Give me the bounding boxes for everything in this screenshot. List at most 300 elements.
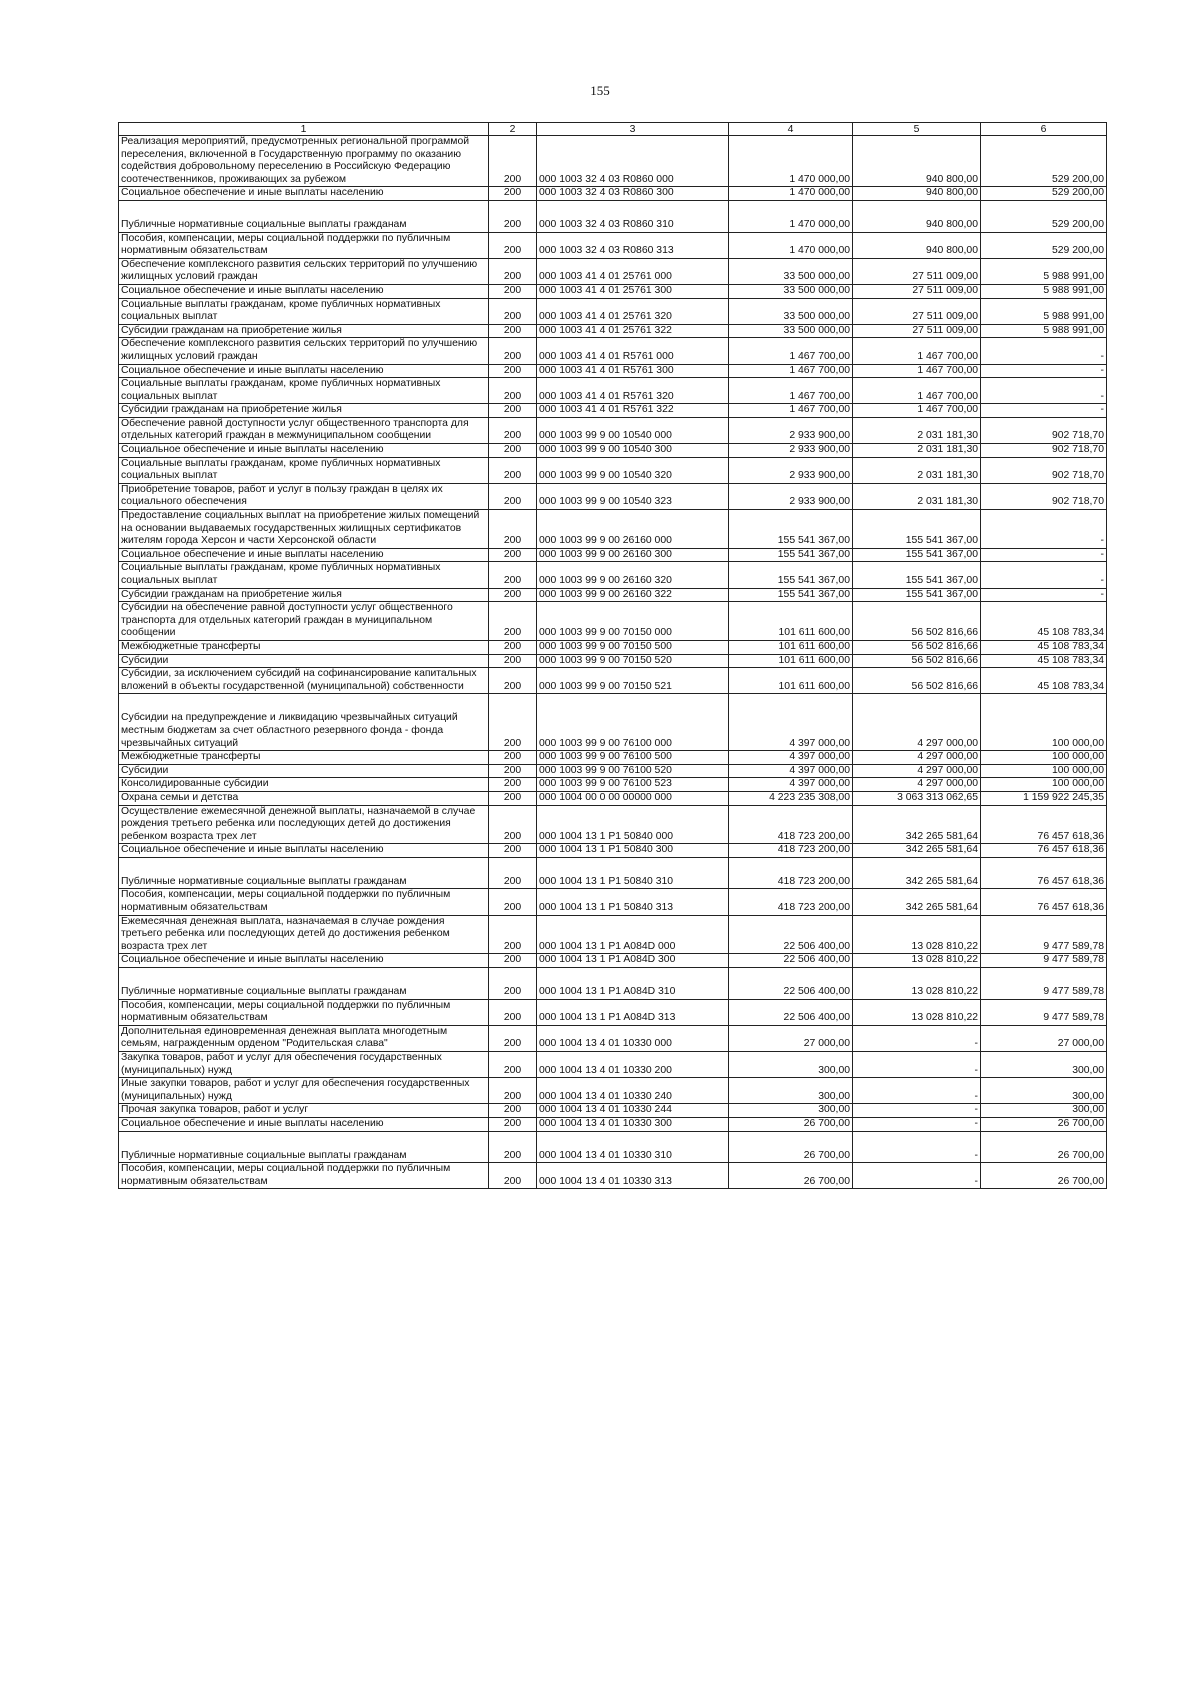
table-row <box>119 889 1107 915</box>
executed-amount-cell: 2 031 181,30 <box>853 483 981 509</box>
budget-code-cell: 000 1004 13 4 01 10330 310 <box>537 1131 729 1163</box>
admin-code-cell: 200 <box>489 232 537 258</box>
unexecuted-amount-cell: 27 000,00 <box>981 1025 1107 1051</box>
table-row <box>119 1052 1107 1078</box>
executed-amount-cell: 56 502 816,66 <box>853 668 981 694</box>
row-name-cell: Социальное обеспечение и иные выплаты населению <box>119 284 489 298</box>
table-row <box>119 457 1107 483</box>
executed-amount-cell: 27 511 009,00 <box>853 284 981 298</box>
unexecuted-amount-cell: 45 108 783,34 <box>981 654 1107 668</box>
admin-code-cell: 200 <box>489 136 537 187</box>
approved-amount-cell: 300,00 <box>729 1078 853 1104</box>
unexecuted-amount-cell: 5 988 991,00 <box>981 284 1107 298</box>
budget-code-cell: 000 1003 99 9 00 70150 500 <box>537 640 729 654</box>
approved-amount-cell: 33 500 000,00 <box>729 298 853 324</box>
approved-amount-cell: 4 397 000,00 <box>729 764 853 778</box>
budget-code-cell: 000 1003 41 4 01 R5761 300 <box>537 364 729 378</box>
row-name-cell: Обеспечение комплексного развития сельских территорий по улучшению жилищных условий граждан <box>119 258 489 284</box>
row-name-cell: Обеспечение равной доступности услуг общественного транспорта для отдельных категорий граждан в межмуниципальном сообщении <box>119 417 489 443</box>
approved-amount-cell: 22 506 400,00 <box>729 915 853 954</box>
admin-code-cell: 200 <box>489 444 537 458</box>
row-name-cell: Социальные выплаты гражданам, кроме публичных нормативных социальных выплат <box>119 298 489 324</box>
unexecuted-amount-cell: 26 700,00 <box>981 1131 1107 1163</box>
budget-code-cell: 000 1003 99 9 00 10540 323 <box>537 483 729 509</box>
approved-amount-cell: 418 723 200,00 <box>729 857 853 889</box>
admin-code-cell: 200 <box>489 588 537 602</box>
row-name-cell: Обеспечение комплексного развития сельских территорий по улучшению жилищных условий граждан <box>119 338 489 364</box>
unexecuted-amount-cell: 76 457 618,36 <box>981 805 1107 844</box>
table-row <box>119 654 1107 668</box>
row-name-cell: Социальные выплаты гражданам, кроме публичных нормативных социальных выплат <box>119 457 489 483</box>
row-name-cell: Социальное обеспечение и иные выплаты населению <box>119 187 489 201</box>
executed-amount-cell: 155 541 367,00 <box>853 510 981 549</box>
approved-amount-cell: 101 611 600,00 <box>729 654 853 668</box>
header-cell: 2 <box>489 123 537 136</box>
executed-amount-cell: 27 511 009,00 <box>853 324 981 338</box>
admin-code-cell: 200 <box>489 857 537 889</box>
unexecuted-amount-cell: 9 477 589,78 <box>981 915 1107 954</box>
unexecuted-amount-cell: 9 477 589,78 <box>981 968 1107 1000</box>
executed-amount-cell: 1 467 700,00 <box>853 338 981 364</box>
executed-amount-cell: 1 467 700,00 <box>853 378 981 404</box>
budget-code-cell: 000 1003 41 4 01 R5761 322 <box>537 404 729 418</box>
unexecuted-amount-cell: 9 477 589,78 <box>981 954 1107 968</box>
unexecuted-amount-cell: 902 718,70 <box>981 483 1107 509</box>
table-row <box>119 404 1107 418</box>
approved-amount-cell: 2 933 900,00 <box>729 444 853 458</box>
admin-code-cell: 200 <box>489 298 537 324</box>
page-number: 155 <box>590 83 610 98</box>
approved-amount-cell: 26 700,00 <box>729 1163 853 1189</box>
unexecuted-amount-cell: 902 718,70 <box>981 444 1107 458</box>
admin-code-cell: 200 <box>489 1052 537 1078</box>
executed-amount-cell: 27 511 009,00 <box>853 258 981 284</box>
admin-code-cell: 200 <box>489 968 537 1000</box>
admin-code-cell: 200 <box>489 999 537 1025</box>
row-name-cell: Субсидии гражданам на приобретение жилья <box>119 404 489 418</box>
row-name-cell: Субсидии <box>119 764 489 778</box>
executed-amount-cell: - <box>853 1117 981 1131</box>
table-row <box>119 1025 1107 1051</box>
approved-amount-cell: 2 933 900,00 <box>729 483 853 509</box>
table-row <box>119 562 1107 588</box>
executed-amount-cell: 155 541 367,00 <box>853 548 981 562</box>
row-name-cell: Публичные нормативные социальные выплаты гражданам <box>119 857 489 889</box>
budget-code-cell: 000 1003 99 9 00 26160 320 <box>537 562 729 588</box>
approved-amount-cell: 2 933 900,00 <box>729 457 853 483</box>
budget-code-cell: 000 1003 41 4 01 25761 300 <box>537 284 729 298</box>
admin-code-cell: 200 <box>489 510 537 549</box>
executed-amount-cell: 155 541 367,00 <box>853 588 981 602</box>
executed-amount-cell: 2 031 181,30 <box>853 417 981 443</box>
budget-code-cell: 000 1003 99 9 00 10540 000 <box>537 417 729 443</box>
table-row <box>119 968 1107 1000</box>
approved-amount-cell: 1 467 700,00 <box>729 378 853 404</box>
approved-amount-cell: 33 500 000,00 <box>729 284 853 298</box>
executed-amount-cell: 27 511 009,00 <box>853 298 981 324</box>
admin-code-cell: 200 <box>489 640 537 654</box>
table-row <box>119 844 1107 858</box>
table-row <box>119 417 1107 443</box>
executed-amount-cell: - <box>853 1104 981 1118</box>
budget-code-cell: 000 1003 41 4 01 25761 000 <box>537 258 729 284</box>
approved-amount-cell: 26 700,00 <box>729 1131 853 1163</box>
executed-amount-cell: 342 265 581,64 <box>853 844 981 858</box>
admin-code-cell: 200 <box>489 483 537 509</box>
approved-amount-cell: 26 700,00 <box>729 1117 853 1131</box>
admin-code-cell: 200 <box>489 1025 537 1051</box>
approved-amount-cell: 1 467 700,00 <box>729 364 853 378</box>
table-row <box>119 510 1107 549</box>
approved-amount-cell: 101 611 600,00 <box>729 668 853 694</box>
executed-amount-cell: - <box>853 1052 981 1078</box>
table-row <box>119 857 1107 889</box>
approved-amount-cell: 1 470 000,00 <box>729 200 853 232</box>
budget-code-cell: 000 1004 13 1 P1 50840 300 <box>537 844 729 858</box>
executed-amount-cell: 2 031 181,30 <box>853 457 981 483</box>
budget-code-cell: 000 1004 13 4 01 10330 240 <box>537 1078 729 1104</box>
admin-code-cell: 200 <box>489 954 537 968</box>
table-row <box>119 778 1107 792</box>
budget-code-cell: 000 1003 99 9 00 10540 320 <box>537 457 729 483</box>
budget-code-cell: 000 1004 13 4 01 10330 000 <box>537 1025 729 1051</box>
executed-amount-cell: - <box>853 1131 981 1163</box>
unexecuted-amount-cell: 76 457 618,36 <box>981 844 1107 858</box>
budget-code-cell: 000 1003 41 4 01 25761 320 <box>537 298 729 324</box>
table-row <box>119 668 1107 694</box>
executed-amount-cell: 3 063 313 062,65 <box>853 791 981 805</box>
approved-amount-cell: 1 467 700,00 <box>729 338 853 364</box>
unexecuted-amount-cell: 529 200,00 <box>981 136 1107 187</box>
approved-amount-cell: 101 611 600,00 <box>729 602 853 641</box>
table-row <box>119 1104 1107 1118</box>
unexecuted-amount-cell: 300,00 <box>981 1052 1107 1078</box>
unexecuted-amount-cell: 300,00 <box>981 1104 1107 1118</box>
approved-amount-cell: 300,00 <box>729 1104 853 1118</box>
admin-code-cell: 200 <box>489 791 537 805</box>
table-row <box>119 764 1107 778</box>
executed-amount-cell: 2 031 181,30 <box>853 444 981 458</box>
approved-amount-cell: 4 397 000,00 <box>729 778 853 792</box>
unexecuted-amount-cell: 100 000,00 <box>981 778 1107 792</box>
budget-code-cell: 000 1003 32 4 03 R0860 310 <box>537 200 729 232</box>
budget-code-cell: 000 1003 99 9 00 26160 322 <box>537 588 729 602</box>
table-row <box>119 1131 1107 1163</box>
row-name-cell: Субсидии на обеспечение равной доступности услуг общественного транспорта для отдельных категорий граждан в муниципальном сообщении <box>119 602 489 641</box>
budget-code-cell: 000 1004 13 4 01 10330 313 <box>537 1163 729 1189</box>
table-row <box>119 378 1107 404</box>
executed-amount-cell: 13 028 810,22 <box>853 999 981 1025</box>
row-name-cell: Субсидии на предупреждение и ликвидацию чрезвычайных ситуаций местным бюджетам за счет областного резервного фонда - фонда чрезвычайных ситуаций <box>119 694 489 751</box>
row-name-cell: Пособия, компенсации, меры социальной поддержки по публичным нормативным обязательствам <box>119 1163 489 1189</box>
unexecuted-amount-cell: 5 988 991,00 <box>981 324 1107 338</box>
unexecuted-amount-cell: 902 718,70 <box>981 417 1107 443</box>
unexecuted-amount-cell: - <box>981 338 1107 364</box>
admin-code-cell: 200 <box>489 1131 537 1163</box>
approved-amount-cell: 1 470 000,00 <box>729 232 853 258</box>
executed-amount-cell: 940 800,00 <box>853 232 981 258</box>
table-row <box>119 805 1107 844</box>
executed-amount-cell: - <box>853 1163 981 1189</box>
approved-amount-cell: 2 933 900,00 <box>729 417 853 443</box>
row-name-cell: Социальные выплаты гражданам, кроме публичных нормативных социальных выплат <box>119 562 489 588</box>
row-name-cell: Социальное обеспечение и иные выплаты населению <box>119 1117 489 1131</box>
table-row <box>119 694 1107 751</box>
executed-amount-cell: 940 800,00 <box>853 136 981 187</box>
approved-amount-cell: 155 541 367,00 <box>729 510 853 549</box>
admin-code-cell: 200 <box>489 378 537 404</box>
unexecuted-amount-cell: - <box>981 588 1107 602</box>
unexecuted-amount-cell: - <box>981 364 1107 378</box>
approved-amount-cell: 418 723 200,00 <box>729 805 853 844</box>
unexecuted-amount-cell: 26 700,00 <box>981 1163 1107 1189</box>
row-name-cell: Социальное обеспечение и иные выплаты населению <box>119 444 489 458</box>
budget-code-cell: 000 1003 99 9 00 26160 300 <box>537 548 729 562</box>
approved-amount-cell: 155 541 367,00 <box>729 548 853 562</box>
executed-amount-cell: 342 265 581,64 <box>853 889 981 915</box>
budget-code-cell: 000 1004 13 1 P1 A084D 313 <box>537 999 729 1025</box>
table-row <box>119 1117 1107 1131</box>
budget-code-cell: 000 1004 13 4 01 10330 200 <box>537 1052 729 1078</box>
row-name-cell: Пособия, компенсации, меры социальной поддержки по публичным нормативным обязательствам <box>119 889 489 915</box>
executed-amount-cell: - <box>853 1025 981 1051</box>
table-row <box>119 588 1107 602</box>
budget-code-cell: 000 1003 41 4 01 R5761 320 <box>537 378 729 404</box>
approved-amount-cell: 1 467 700,00 <box>729 404 853 418</box>
unexecuted-amount-cell: 45 108 783,34 <box>981 602 1107 641</box>
table-row <box>119 751 1107 765</box>
approved-amount-cell: 418 723 200,00 <box>729 844 853 858</box>
approved-amount-cell: 4 397 000,00 <box>729 751 853 765</box>
row-name-cell: Пособия, компенсации, меры социальной поддержки по публичным нормативным обязательствам <box>119 232 489 258</box>
unexecuted-amount-cell: 76 457 618,36 <box>981 889 1107 915</box>
executed-amount-cell: 4 297 000,00 <box>853 764 981 778</box>
admin-code-cell: 200 <box>489 764 537 778</box>
row-name-cell: Публичные нормативные социальные выплаты гражданам <box>119 968 489 1000</box>
approved-amount-cell: 300,00 <box>729 1052 853 1078</box>
approved-amount-cell: 418 723 200,00 <box>729 889 853 915</box>
table-row <box>119 791 1107 805</box>
budget-code-cell: 000 1003 41 4 01 25761 322 <box>537 324 729 338</box>
admin-code-cell: 200 <box>489 187 537 201</box>
executed-amount-cell: 13 028 810,22 <box>853 968 981 1000</box>
header-cell: 6 <box>981 123 1107 136</box>
row-name-cell: Межбюджетные трансферты <box>119 640 489 654</box>
admin-code-cell: 200 <box>489 324 537 338</box>
unexecuted-amount-cell: 1 159 922 245,35 <box>981 791 1107 805</box>
row-name-cell: Охрана семьи и детства <box>119 791 489 805</box>
approved-amount-cell: 4 223 235 308,00 <box>729 791 853 805</box>
table-row <box>119 258 1107 284</box>
unexecuted-amount-cell: - <box>981 404 1107 418</box>
admin-code-cell: 200 <box>489 364 537 378</box>
row-name-cell: Приобретение товаров, работ и услуг в пользу граждан в целях их социального обеспечения <box>119 483 489 509</box>
admin-code-cell: 200 <box>489 654 537 668</box>
row-name-cell: Пособия, компенсации, меры социальной поддержки по публичным нормативным обязательствам <box>119 999 489 1025</box>
table-row <box>119 999 1107 1025</box>
executed-amount-cell: 940 800,00 <box>853 187 981 201</box>
approved-amount-cell: 4 397 000,00 <box>729 694 853 751</box>
admin-code-cell: 200 <box>489 1163 537 1189</box>
approved-amount-cell: 155 541 367,00 <box>729 562 853 588</box>
executed-amount-cell: 13 028 810,22 <box>853 954 981 968</box>
admin-code-cell: 200 <box>489 751 537 765</box>
budget-code-cell: 000 1003 32 4 03 R0860 313 <box>537 232 729 258</box>
admin-code-cell: 200 <box>489 404 537 418</box>
admin-code-cell: 200 <box>489 1104 537 1118</box>
approved-amount-cell: 1 470 000,00 <box>729 187 853 201</box>
executed-amount-cell: 342 265 581,64 <box>853 805 981 844</box>
admin-code-cell: 200 <box>489 457 537 483</box>
table-row <box>119 200 1107 232</box>
row-name-cell: Социальные выплаты гражданам, кроме публичных нормативных социальных выплат <box>119 378 489 404</box>
budget-code-cell: 000 1004 13 1 P1 A084D 300 <box>537 954 729 968</box>
approved-amount-cell: 22 506 400,00 <box>729 954 853 968</box>
executed-amount-cell: 940 800,00 <box>853 200 981 232</box>
executed-amount-cell: 342 265 581,64 <box>853 857 981 889</box>
table-row <box>119 602 1107 641</box>
unexecuted-amount-cell: 529 200,00 <box>981 232 1107 258</box>
table-row <box>119 338 1107 364</box>
executed-amount-cell: - <box>853 1078 981 1104</box>
unexecuted-amount-cell: - <box>981 510 1107 549</box>
budget-table <box>118 122 1107 1189</box>
admin-code-cell: 200 <box>489 668 537 694</box>
budget-code-cell: 000 1004 13 1 P1 50840 000 <box>537 805 729 844</box>
executed-amount-cell: 4 297 000,00 <box>853 778 981 792</box>
admin-code-cell: 200 <box>489 562 537 588</box>
row-name-cell: Предоставление социальных выплат на приобретение жилых помещений на основании выдаваемых государственных жилищных сертификатов жителям города Херсон и части Херсонской области <box>119 510 489 549</box>
budget-code-cell: 000 1004 13 1 P1 A084D 000 <box>537 915 729 954</box>
budget-code-cell: 000 1003 41 4 01 R5761 000 <box>537 338 729 364</box>
table-header-row <box>119 123 1107 136</box>
row-name-cell: Дополнительная единовременная денежная выплата многодетным семьям, награжденным орденом "Родительская слава" <box>119 1025 489 1051</box>
row-name-cell: Социальное обеспечение и иные выплаты населению <box>119 548 489 562</box>
row-name-cell: Осуществление ежемесячной денежной выплаты, назначаемой в случае рождения третьего ребенка или последующих детей до достижения ребенком возраста трех лет <box>119 805 489 844</box>
row-name-cell: Закупка товаров, работ и услуг для обеспечения государственных (муниципальных) нужд <box>119 1052 489 1078</box>
unexecuted-amount-cell: 5 988 991,00 <box>981 298 1107 324</box>
header-cell: 3 <box>537 123 729 136</box>
budget-code-cell: 000 1004 00 0 00 00000 000 <box>537 791 729 805</box>
executed-amount-cell: 1 467 700,00 <box>853 404 981 418</box>
header-cell: 5 <box>853 123 981 136</box>
unexecuted-amount-cell: 5 988 991,00 <box>981 258 1107 284</box>
header-cell: 1 <box>119 123 489 136</box>
budget-code-cell: 000 1003 32 4 03 R0860 300 <box>537 187 729 201</box>
table-row <box>119 136 1107 187</box>
executed-amount-cell: 13 028 810,22 <box>853 915 981 954</box>
budget-code-cell: 000 1003 99 9 00 70150 520 <box>537 654 729 668</box>
unexecuted-amount-cell: 529 200,00 <box>981 187 1107 201</box>
approved-amount-cell: 101 611 600,00 <box>729 640 853 654</box>
table-row <box>119 1163 1107 1189</box>
row-name-cell: Консолидированные субсидии <box>119 778 489 792</box>
admin-code-cell: 200 <box>489 258 537 284</box>
unexecuted-amount-cell: 45 108 783,34 <box>981 640 1107 654</box>
executed-amount-cell: 4 297 000,00 <box>853 694 981 751</box>
unexecuted-amount-cell: 100 000,00 <box>981 694 1107 751</box>
budget-code-cell: 000 1003 99 9 00 26160 000 <box>537 510 729 549</box>
budget-code-cell: 000 1003 99 9 00 76100 500 <box>537 751 729 765</box>
row-name-cell: Субсидии <box>119 654 489 668</box>
approved-amount-cell: 33 500 000,00 <box>729 324 853 338</box>
row-name-cell: Социальное обеспечение и иные выплаты населению <box>119 364 489 378</box>
table-row <box>119 232 1107 258</box>
executed-amount-cell: 1 467 700,00 <box>853 364 981 378</box>
budget-code-cell: 000 1004 13 1 P1 A084D 310 <box>537 968 729 1000</box>
unexecuted-amount-cell: 100 000,00 <box>981 751 1107 765</box>
table-row <box>119 640 1107 654</box>
table-row <box>119 954 1107 968</box>
row-name-cell: Иные закупки товаров, работ и услуг для обеспечения государственных (муниципальных) нужд <box>119 1078 489 1104</box>
admin-code-cell: 200 <box>489 889 537 915</box>
table-row <box>119 187 1107 201</box>
approved-amount-cell: 22 506 400,00 <box>729 968 853 1000</box>
row-name-cell: Субсидии гражданам на приобретение жилья <box>119 588 489 602</box>
admin-code-cell: 200 <box>489 844 537 858</box>
unexecuted-amount-cell: - <box>981 378 1107 404</box>
unexecuted-amount-cell: 100 000,00 <box>981 764 1107 778</box>
admin-code-cell: 200 <box>489 284 537 298</box>
admin-code-cell: 200 <box>489 200 537 232</box>
executed-amount-cell: 4 297 000,00 <box>853 751 981 765</box>
budget-code-cell: 000 1003 32 4 03 R0860 000 <box>537 136 729 187</box>
unexecuted-amount-cell: 529 200,00 <box>981 200 1107 232</box>
admin-code-cell: 200 <box>489 602 537 641</box>
unexecuted-amount-cell: 76 457 618,36 <box>981 857 1107 889</box>
admin-code-cell: 200 <box>489 915 537 954</box>
table-row <box>119 915 1107 954</box>
table-row <box>119 284 1107 298</box>
unexecuted-amount-cell: 9 477 589,78 <box>981 999 1107 1025</box>
approved-amount-cell: 22 506 400,00 <box>729 999 853 1025</box>
unexecuted-amount-cell: 45 108 783,34 <box>981 668 1107 694</box>
admin-code-cell: 200 <box>489 694 537 751</box>
row-name-cell: Социальное обеспечение и иные выплаты населению <box>119 844 489 858</box>
header-cell: 4 <box>729 123 853 136</box>
table-row <box>119 298 1107 324</box>
row-name-cell: Субсидии, за исключением субсидий на софинансирование капитальных вложений в объекты государственной (муниципальной) собственности <box>119 668 489 694</box>
budget-code-cell: 000 1004 13 1 P1 50840 313 <box>537 889 729 915</box>
unexecuted-amount-cell: 300,00 <box>981 1078 1107 1104</box>
approved-amount-cell: 1 470 000,00 <box>729 136 853 187</box>
row-name-cell: Ежемесячная денежная выплата, назначаемая в случае рождения третьего ребенка или последующих детей до достижения ребенком возраста трех лет <box>119 915 489 954</box>
row-name-cell: Публичные нормативные социальные выплаты гражданам <box>119 1131 489 1163</box>
budget-code-cell: 000 1003 99 9 00 70150 521 <box>537 668 729 694</box>
row-name-cell: Социальное обеспечение и иные выплаты населению <box>119 954 489 968</box>
admin-code-cell: 200 <box>489 548 537 562</box>
executed-amount-cell: 56 502 816,66 <box>853 654 981 668</box>
admin-code-cell: 200 <box>489 778 537 792</box>
table-row <box>119 483 1107 509</box>
admin-code-cell: 200 <box>489 1117 537 1131</box>
table-row <box>119 548 1107 562</box>
admin-code-cell: 200 <box>489 805 537 844</box>
budget-code-cell: 000 1004 13 4 01 10330 300 <box>537 1117 729 1131</box>
executed-amount-cell: 155 541 367,00 <box>853 562 981 588</box>
unexecuted-amount-cell: - <box>981 562 1107 588</box>
table-row <box>119 1078 1107 1104</box>
unexecuted-amount-cell: - <box>981 548 1107 562</box>
row-name-cell: Прочая закупка товаров, работ и услуг <box>119 1104 489 1118</box>
table-row <box>119 324 1107 338</box>
budget-code-cell: 000 1004 13 4 01 10330 244 <box>537 1104 729 1118</box>
approved-amount-cell: 155 541 367,00 <box>729 588 853 602</box>
row-name-cell: Субсидии гражданам на приобретение жилья <box>119 324 489 338</box>
admin-code-cell: 200 <box>489 338 537 364</box>
table-row <box>119 444 1107 458</box>
admin-code-cell: 200 <box>489 1078 537 1104</box>
